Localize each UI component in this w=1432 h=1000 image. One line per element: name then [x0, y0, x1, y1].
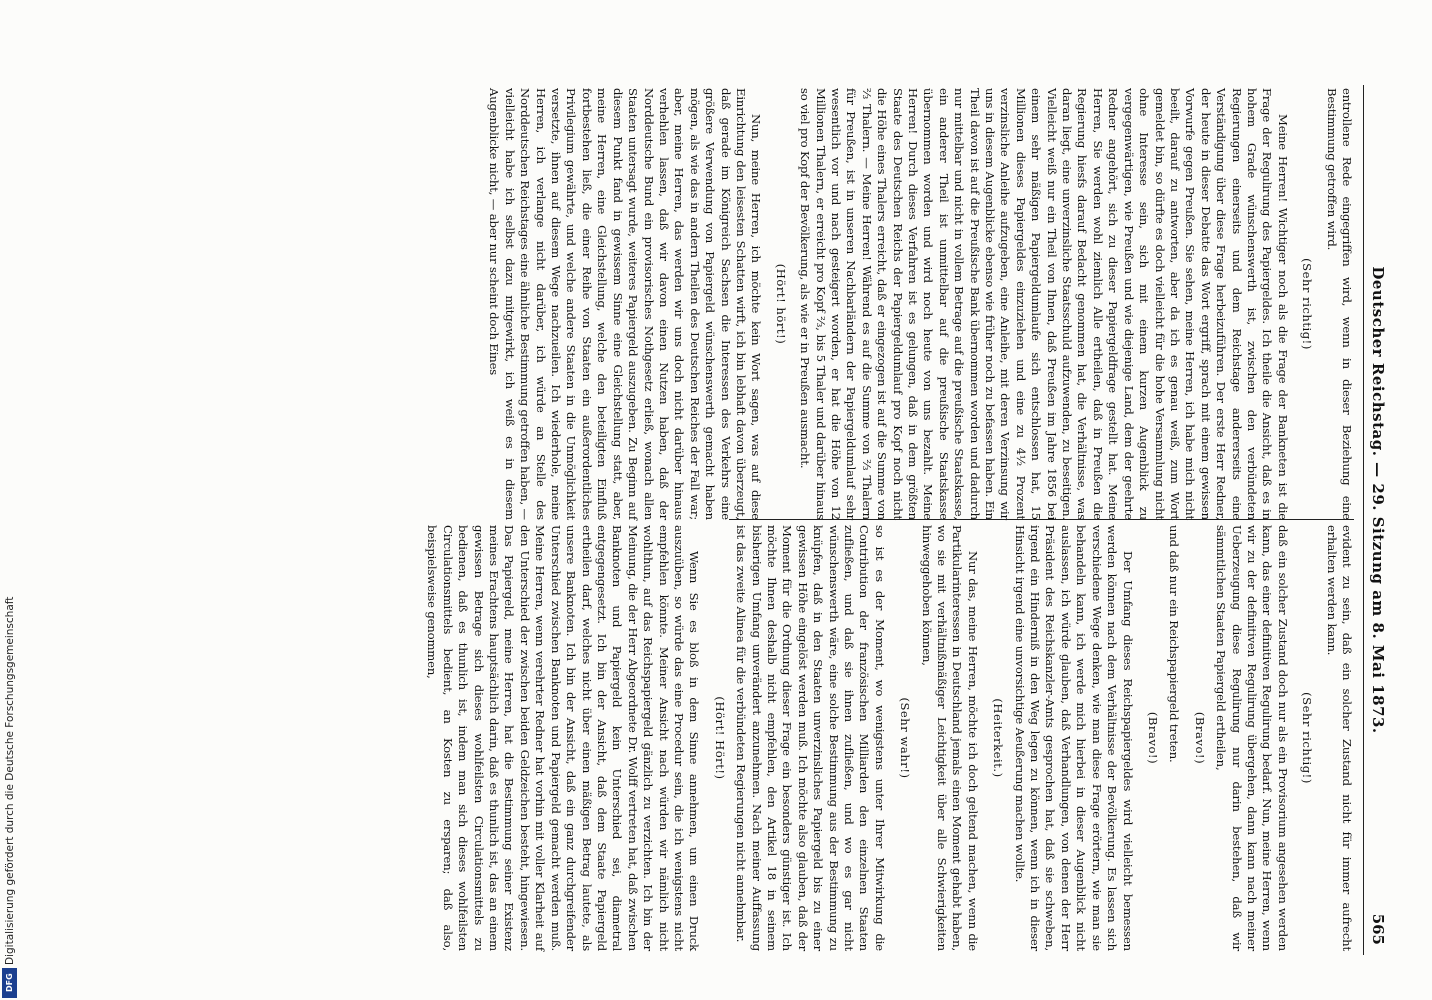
- paragraph: so ist es der Moment, wo wenigstens unter Ihrer Mitwirkung die Contribution der französischen Milliarden den einzelnen Staaten zufließen, und daß sie ihnen zufließen, und wo es gar nicht wünschenswerth wäre, eine solche Bestimmung aus der Bestimmung zu knüpfen, daß in den Staaten unverzinsliches Papiergeld bis zu einer gewissen Höhe eingelöst werden muß. Ich möchte also glauben, daß der Moment für die Ordnung dieser Frage ein besonders günstiger ist. Ich möchte Ihnen deshalb nicht empfehlen, den Artikel 18 in seinem bisherigen Umfang unverändert anzunehmen. Nach meiner Auffassung ist das zweite Alinea für die verbündeten Regierungen nicht annehmbar.: [734, 525, 887, 951]
- paragraph: Nun, meine Herren, ich möchte kein Wort sagen, was auf diese Einrichtung den leisesten Schatten wirft, ich bin lebhaft davon überzeugt, daß gerade im Königreich Sachsen die Interessen des Verkehrs eine größere Verwendung von Papiergeld wünschenswerth gemacht haben mögen, als wie das in andern Theilen des Deutschen Reiches der Fall war; aber, meine Herren, das werden wir uns doch nicht darüber hinaus verhehlen lassen, daß wir davon einen Nutzen haben, daß der Norddeutsche Bund ein provisorisches Nothgesetz erließ, wonach allen Staaten untersagt wurde, weiteres Papiergeld auszugeben. Zu Beginn auf diesem Punkt fand in gewissem Sinne eine Gleichstellung statt, aber, meine Herren, eine Gleichstellung, welche den beteiligten Einfluß fortbestehen ließ, die einer Reihe von Staaten ein außerordentliches Privilegium gewährte, und welche andere Staaten in die Unmöglichkeit versetzte, ihnen auf diesem Wege nachzueilen. Ich wiederhole, meine Herren, ich verlange nicht darüber, ich würde an Stelle des Norddeutschen Reichstages eine ähnliche Bestimmung getroffen haben, — vielleicht habe ich selbst dazu mitgewirkt, ich weiß es in diesem Augenblicke nicht, — aber nur scheint doch Eines: [487, 88, 764, 520]
- paragraph: Wenn Sie es bloß in dem Sinne annehmen, um einen Druck auszuüben, so würde das eine Procedur sein, die ich wenigstens nicht empfehlen könnte. Meiner Ansicht nach würden wir nämlich nicht wohlthun, auf das Reichspapiergeld gänzlich zu verzichten. Ich bin der Meinung, die der Herr Abgeordnete Dr. Wolff vertreten hat, daß zwischen Banknoten und Papiergeld kein Unterschied sei, diametral entgegengesetzt. Ich bin der Ansicht, daß dem Staate Papiergeld ertheilen darf, welches nicht über einen mäßigen Betrag lautete, als unsere Banknoten. Ich bin der Ansicht, daß ein ganz durchgreifender Unterschied zwischen Banknoten und Papiergeld gemacht werden muß. Meine Herren, wenn verehrter Redner hat vorhin mit voller Klarheit auf den Unterschied der zwischen beiden Geldzeichen besteht, hingewiesen. Das Papiergeld, meine Herren, hat die Bestimmung seiner Existenz meines Erachtens hauptsächlich darin, daß es thunlich ist, das an einem gewissen Betrage sich dieses wohlfeilsten Circulationsmittels zu bedienen, daß es thunlich ist, indem man sich dieses wohlfeilsten Circulationsmittels bedient, an Kosten zu ersparen; daß also, beispielsweise genommen,: [425, 525, 702, 951]
- running-head: Deutscher Reichstag. — 29. Sitzung am 8. Mai 1873.: [1369, 266, 1387, 734]
- digitization-note: Digitalisierung gefördert durch die Deutsche Forschungsgemeinschaft: [4, 596, 16, 965]
- reaction-note: (Hört! hört!): [773, 263, 788, 345]
- reaction-note: (Bravo!): [1145, 711, 1160, 765]
- reaction-note: (Hört! Hört!): [712, 696, 727, 780]
- left-column: [483, 88, 1354, 520]
- page-number: 565: [1369, 913, 1387, 945]
- reaction-note: (Bravo!): [1192, 711, 1207, 765]
- paragraph: Nur das, meine Herren, möchte ich doch geltend machen, wenn die Partikularinteressen in Deutschland jemals einen Moment gehabt haben, wo sie mit verhältnißmäßiger Leichtigkeit über alle Schwierigkeiten hinweggehoben können,: [919, 525, 980, 951]
- paragraph: entrollene Rede eingegriffen wird, wenn in dieser Beziehung eine Bestimmung getroffen wird.: [1324, 88, 1354, 520]
- reaction-note: (Sehr richtig!): [1300, 692, 1315, 784]
- reaction-note: (Sehr wahr!): [898, 697, 913, 779]
- column-divider: [729, 519, 1354, 520]
- header-rule: [1363, 85, 1364, 955]
- paragraph: und daß nur ein Reichspapiergeld treten.: [1167, 525, 1182, 763]
- paragraph: Der Umfang dieses Reichspapiergeldes wird vielleicht bemessen werden können nach dem Verhältnisse der Bevölkerung. Es lassen sich verschiedene Wege denken, wie man diese Frage erörtern, wie man sie behandeln kann, ich werde mich hierbei in dieser Augenblick nicht auslassen, ich würde glauben, daß Verhandlungen, von denen der Herr Präsident des Reichskanzler-Amts gesprochen hat, daß sie schweben, irgend ein Hinderniß in den Weg legen zu können, wenn ich in dieser Hinsicht irgend eine unvorsichtige Aeußerung machen wollte.: [1012, 525, 1135, 951]
- paragraph: Meine Herren! Wichtiger noch als die Frage der Bankneten ist die Frage der Regulirung des Papiergeldes. Ich theile die Ansicht, daß es in hohem Grade wünschenswerth ist, zwischen den verbündeten Regierungen einerseits und dem Reichstage andererseits eine Verständigung über diese Frage herbeizuführen. Der erste Herr Redner, der heute in dieser Debatte das Wort ergriff, sprach mit einem gewissen Vorwurfe gegen Preußen. Sie sehen, meine Herren, ich habe mich nicht beeilt, darauf zu antworten, aber da ich es genau weiß, zum Wort gemeldet bin, so dürfte es doch vielleicht für die hohe Versammlung nicht ohne Interesse sein, sich mit einem kurzen Augenblick zu vergegenwärtigen, wie Preußen und wie diejenige Land, dem der geehrte Redner angehört, sich zu dieser Papiergeldfrage gestellt hat. Meine Herren, Sie werden wohl ziemlich Alle ertheilen, daß in Preußen die Regierung hiesfs darauf Bedacht genommen hat, die Verhältnisse, was daran liegt, eine unverzinsliche Staatsschuld aufzuwenden, zu beseitigen. Vielleicht weiß nur ein Theil von Ihnen, daß Preußen im Jahre 1856 bei einem sehr mäßigen Papiergeldumlaufe sich entschlossen hat, 15 Millionen dieses Papiergeldes einzuziehen und eine zu 4½ Prozent verzinsliche Anleihe aufzugeben, eine Anleihe, mit deren Verzinsung wir uns in diesem Augenblicke ebenso wie früher noch zu befassen haben. Ein Theil davon ist auf die Preußische Bank übernommen worden und dadurch nur mittelbar und nicht in vollem Betrage auf die preußische Staatskasse, ein anderer Theil ist unmittelbar auf die preußische Staatskasse übernommen worden und wird noch heute von uns bezahlt. Meine Herren! Durch dieses Verfahren ist es gelungen, daß in dem größten Staate des Deutschen Reichs der Papiergeldumlauf pro Kopf noch nicht die Höhe eines Thalers erreicht, daß er eingezogen ist auf die Summe von ⅔ Thalern. — Meine Herren! Während es auf die Summe von ⅔ Thalern für Preußen, ist in unseren Nachbarländern der Papiergeldumlauf sehr wesentlich vor und nach gesteigert worden, er hat die Höhe von 12 Millionen Thalern, er erreicht pro Kopf ⅔, bis 5 Thaler und darüber hinaus so viel pro Kopf der Bevölkerung, als wie er in Preußen ausmacht.: [798, 88, 1290, 520]
- dfg-logo: DFG: [2, 968, 17, 998]
- paragraph: daß ein solcher Zustand doch nur als ein Provisorium angesehen werden kann, das einer definitiven Regulirung bedarf. Nun, meine Herren, wenn wir zu der definitiven Regulirung übergehen, dann kann nach meiner Ueberzeugung diese Regulirung nur darin bestehen, daß wir sämmtlichen Staaten Papiergeld ertheilen,: [1214, 525, 1290, 951]
- reaction-note: (Heiterkeit.): [991, 698, 1006, 778]
- reaction-note: (Sehr richtig!): [1300, 258, 1315, 350]
- right-column: [421, 525, 1354, 951]
- paragraph: evident zu sein, daß ein solcher Zustand nicht für immer aufrecht erhalten werden kann.: [1324, 525, 1354, 951]
